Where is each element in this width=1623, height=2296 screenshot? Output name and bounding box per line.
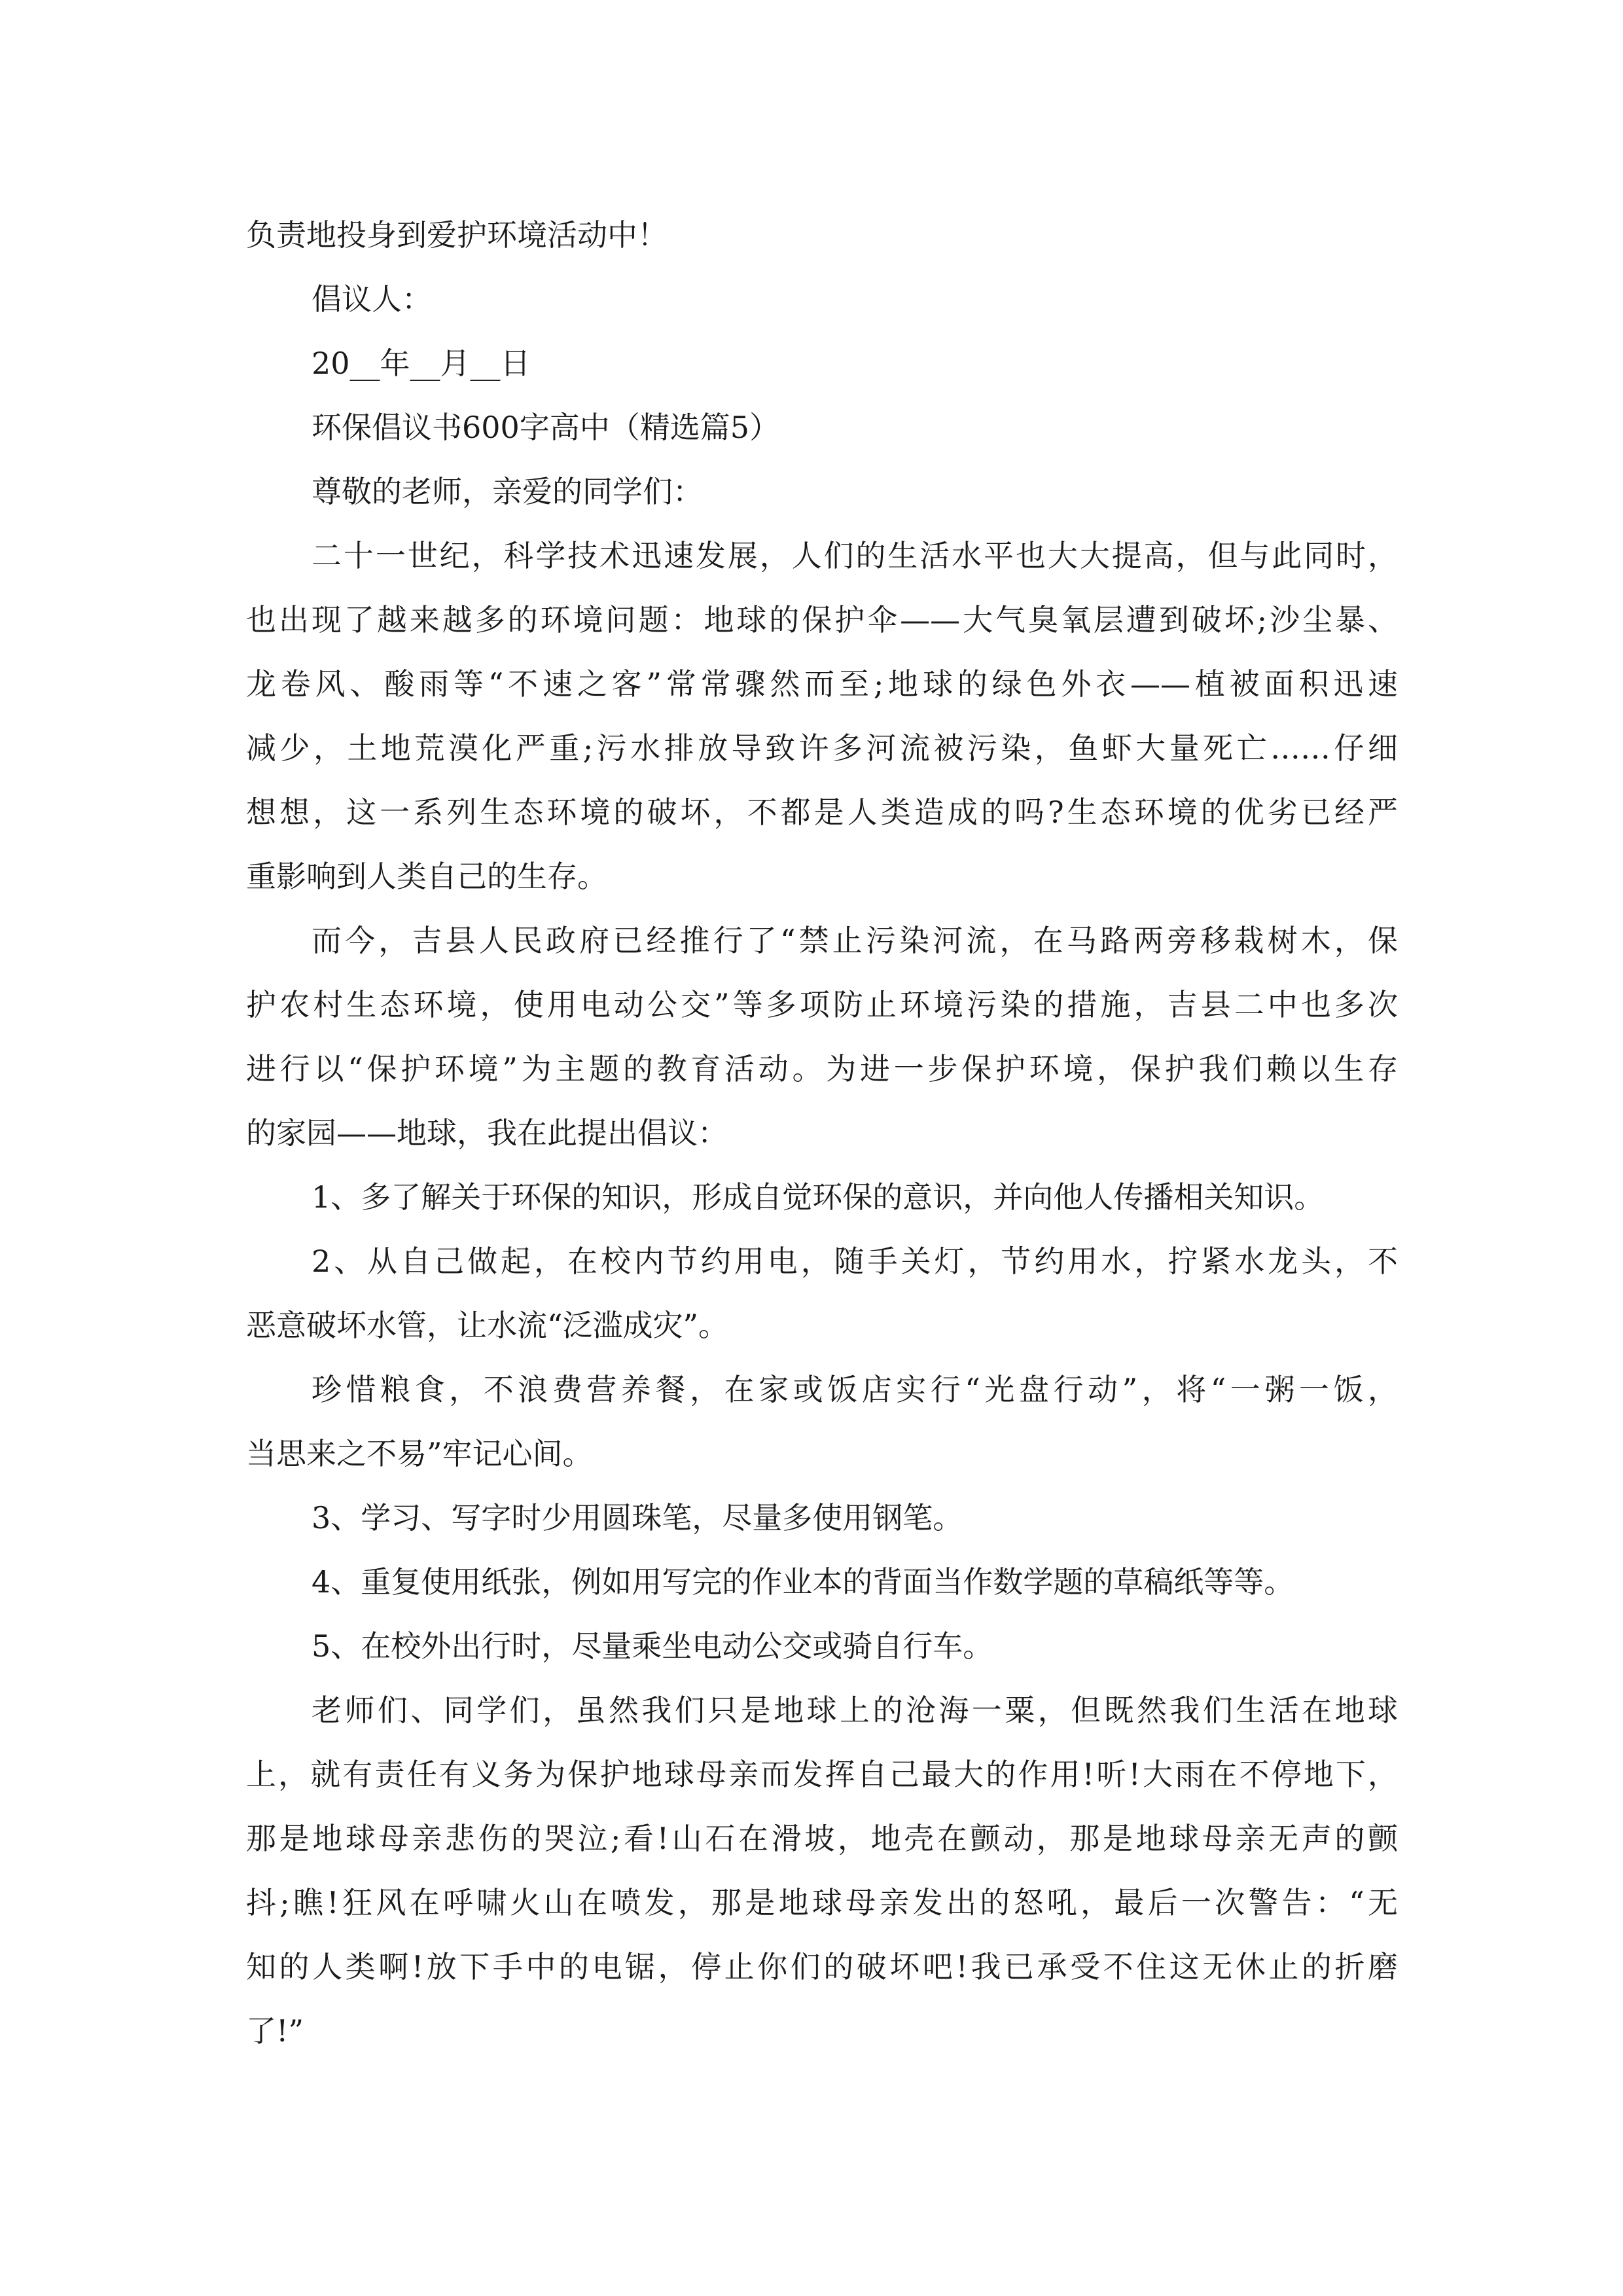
list-item-4: 4、重复使用纸张，例如用写完的作业本的背面当作数学题的草稿纸等等。 — [312, 1564, 1294, 1600]
paragraph-1 — [246, 524, 1398, 908]
paragraph-line: 而今，吉县人民政府已经推行了“禁止污染河流，在马路两旁移栽树木，保 — [312, 923, 1398, 958]
section-title: 环保倡议书600字高中（精选篇5） — [312, 410, 780, 445]
paragraph-line: 知的人类啊!放下手中的电锯，停止你们的破坏吧!我已承受不住这无休止的折磨 — [246, 1949, 1398, 1984]
paragraph-line: 珍惜粮食，不浪费营养餐，在家或饭店实行“光盘行动”，将“一粥一饭， — [312, 1372, 1398, 1407]
closing-line: 负责地投身到爱护环境活动中！ — [246, 217, 668, 253]
list-item-5: 5、在校外出行时，尽量乘坐电动公交或骑自行车。 — [312, 1628, 993, 1664]
paragraph-line: 二十一世纪，科学技术迅速发展，人们的生活水平也大大提高，但与此同时， — [312, 538, 1398, 573]
paragraph-line: 2、从自己做起，在校内节约用电，随手关灯，节约用水，拧紧水龙头，不 — [312, 1244, 1398, 1279]
paragraph-line: 了!” — [246, 2013, 304, 2049]
date-line: 20__年__月__日 — [312, 346, 531, 381]
paragraph-2 — [246, 908, 1398, 1165]
paragraph-line: 进行以“保护环境”为主题的教育活动。为进一步保护环境，保护我们赖以生存 — [246, 1051, 1398, 1086]
paragraph-line: 老师们、同学们，虽然我们只是地球上的沧海一粟，但既然我们生活在地球 — [312, 1693, 1398, 1728]
document-body — [246, 203, 1398, 2063]
paragraph-line: 想想，这一系列生态环境的破坏，不都是人类造成的吗?生态环境的优劣已经严 — [246, 795, 1398, 830]
list-item-2 — [246, 1229, 1398, 1357]
initiator-label: 倡议人： — [312, 281, 432, 317]
paragraph-line: 恶意破坏水管，让水流“泛滥成灾”。 — [246, 1308, 729, 1343]
paragraph-line: 龙卷风、酸雨等“不速之客”常常骤然而至;地球的绿色外衣——植被面积迅速 — [246, 666, 1398, 702]
paragraph-line: 抖;瞧!狂风在呼啸火山在喷发，那是地球母亲发出的怒吼，最后一次警告：“无 — [246, 1885, 1398, 1920]
paragraph-line: 也出现了越来越多的环境问题：地球的保护伞——大气臭氧层遭到破坏;沙尘暴、 — [246, 602, 1398, 637]
paragraph-line: 减少，土地荒漠化严重;污水排放导致许多河流被污染，鱼虾大量死亡……仔细 — [246, 730, 1398, 766]
paragraph-line: 护农村生态环境，使用电动公交”等多项防止环境污染的措施，吉县二中也多次 — [246, 987, 1398, 1022]
paragraph-line: 那是地球母亲悲伤的哭泣;看!山石在滑坡，地壳在颤动，那是地球母亲无声的颤 — [246, 1821, 1398, 1856]
paragraph-final — [246, 1678, 1398, 2063]
paragraph-line: 当思来之不易”牢记心间。 — [246, 1436, 593, 1471]
list-item-1: 1、多了解关于环保的知识，形成自觉环保的意识，并向他人传播相关知识。 — [312, 1179, 1325, 1215]
paragraph-line: 的家园——地球，我在此提出倡议： — [246, 1115, 728, 1151]
greeting: 尊敬的老师，亲爱的同学们： — [312, 474, 703, 509]
list-item-2-continued — [246, 1357, 1398, 1486]
paragraph-line: 重影响到人类自己的生存。 — [246, 859, 607, 894]
paragraph-line: 上，就有责任有义务为保护地球母亲而发挥自己最大的作用!听!大雨在不停地下， — [246, 1757, 1398, 1792]
list-item-3: 3、学习、写字时少用圆珠笔，尽量多使用钢笔。 — [312, 1500, 963, 1535]
